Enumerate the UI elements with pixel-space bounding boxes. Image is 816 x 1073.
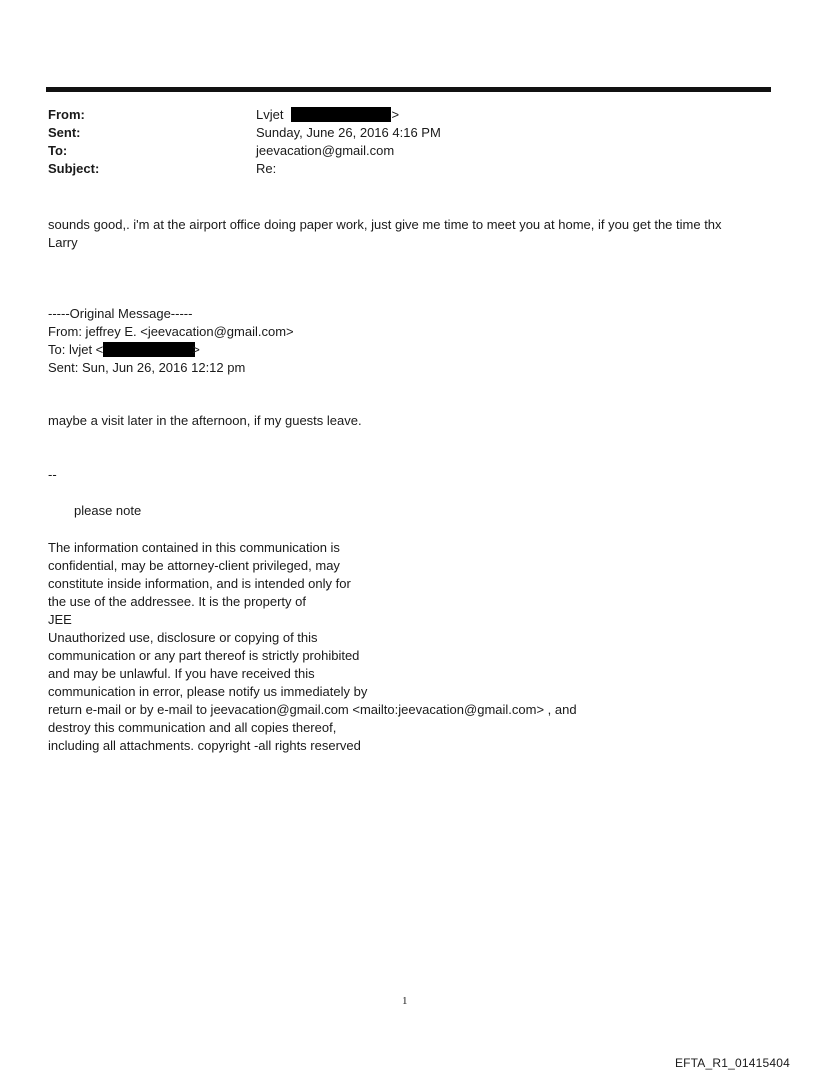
please-note: please note: [74, 503, 142, 518]
header-rule: [46, 87, 771, 92]
original-marker: -----Original Message-----: [48, 306, 193, 321]
from-row: [48, 106, 748, 124]
disclaimer-line: constitute inside information, and is intended only for: [48, 576, 351, 591]
document-id: EFTA_R1_01415404: [674, 1056, 790, 1070]
original-from: From: jeffrey E. <jeevacation@gmail.com>: [48, 324, 294, 339]
from-value: [256, 106, 399, 124]
disclaimer-line: The information contained in this communication is: [48, 540, 340, 555]
disclaimer-line: destroy this communication and all copies thereof,: [48, 720, 337, 735]
sent-label: Sent:: [48, 125, 81, 140]
reply-body: [48, 216, 768, 252]
original-message-header: [48, 305, 768, 377]
original-to-prefix: To: lvjet <: [48, 342, 104, 357]
redaction-block: [103, 342, 195, 357]
page-number: 1: [402, 995, 408, 1007]
email-header: [48, 106, 748, 178]
from-label: From:: [48, 107, 85, 122]
disclaimer-line: communication or any part thereof is strictly prohibited: [48, 648, 360, 663]
disclaimer-line: JEE: [48, 612, 72, 627]
from-suffix: >: [391, 107, 400, 122]
sent-row: [48, 124, 748, 142]
original-message-body: maybe a visit later in the afternoon, if my guests leave.: [48, 413, 362, 428]
original-to-suffix: >: [192, 342, 200, 357]
disclaimer-line: the use of the addressee. It is the property of: [48, 594, 306, 609]
disclaimer-line: including all attachments. copyright -all rights reserved: [48, 738, 361, 753]
signature-separator: --: [48, 467, 57, 482]
to-row: [48, 142, 748, 160]
subject-label: Subject:: [48, 161, 100, 176]
original-sent: Sent: Sun, Jun 26, 2016 12:12 pm: [48, 360, 246, 375]
original-to: [48, 341, 768, 359]
to-value: jeevacation@gmail.com: [256, 143, 395, 158]
disclaimer-line: and may be unlawful. If you have received this: [48, 666, 315, 681]
redaction-block: [291, 107, 391, 122]
confidentiality-disclaimer: [48, 539, 768, 755]
subject-value: Re:: [256, 161, 277, 176]
disclaimer-line: Unauthorized use, disclosure or copying of this: [48, 630, 318, 645]
to-label: To:: [48, 143, 68, 158]
sent-value: Sunday, June 26, 2016 4:16 PM: [256, 125, 441, 140]
disclaimer-line: confidential, may be attorney-client privileged, may: [48, 558, 340, 573]
from-name: Lvjet: [256, 107, 284, 122]
disclaimer-line: return e-mail or by e-mail to jeevacation@gmail.com <mailto:jeevacation@gmail.com> , and: [48, 702, 577, 717]
disclaimer-line: communication in error, please notify us immediately by: [48, 684, 368, 699]
reply-signoff: Larry: [48, 235, 78, 250]
subject-row: [48, 160, 748, 178]
reply-line: sounds good,. i'm at the airport office doing paper work, just give me time to meet you at home, if you get the time thx: [48, 217, 722, 232]
